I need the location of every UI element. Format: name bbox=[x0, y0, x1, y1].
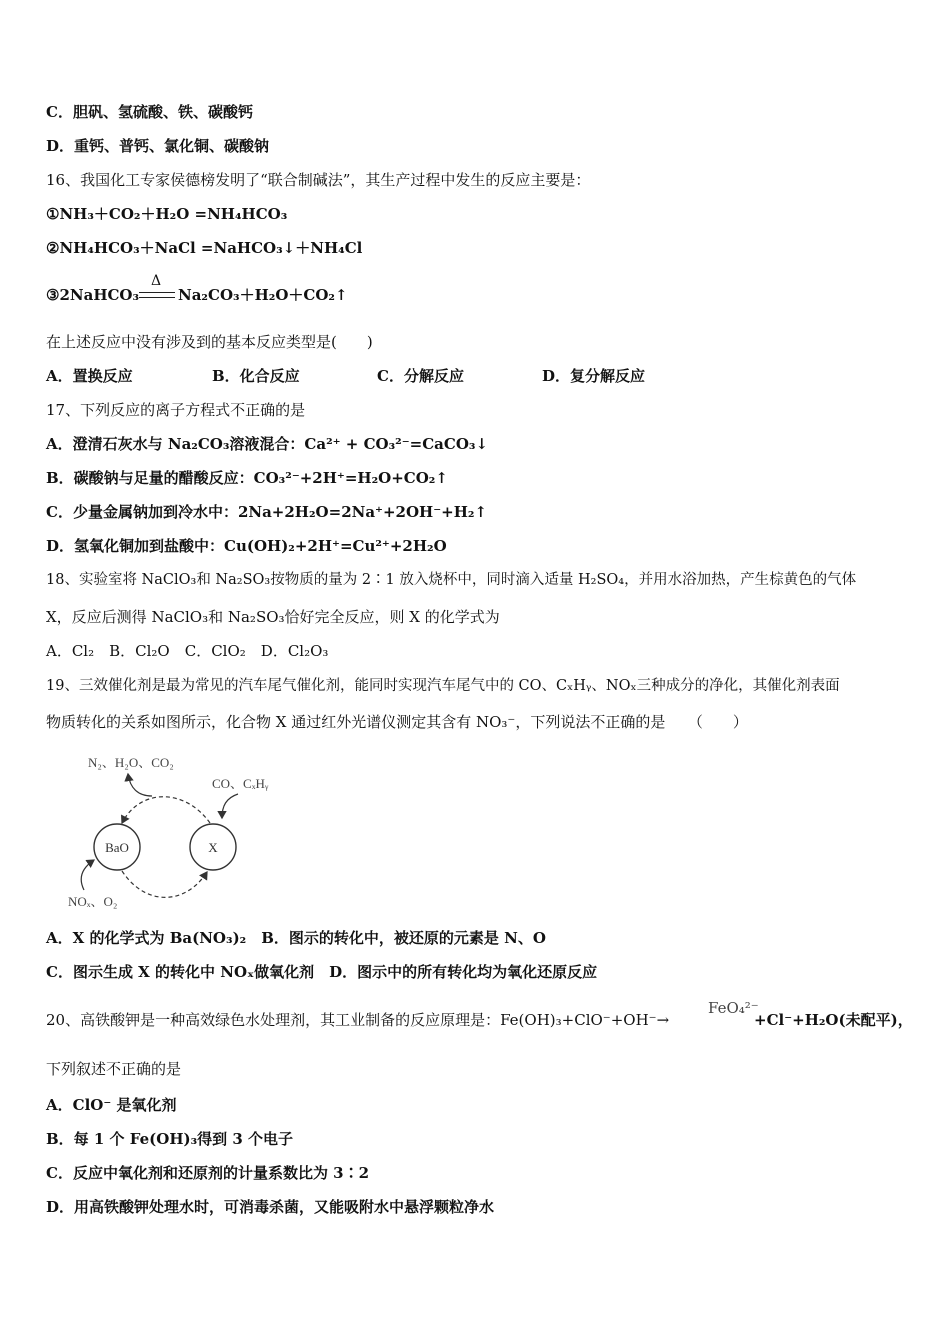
q17-option-d: D．氢氧化铜加到盐酸中：Cu(OH)₂+2H⁺=Cu²⁺+2H₂O bbox=[46, 537, 447, 555]
diagram-right-input: CO、CₓHᵧ bbox=[212, 776, 269, 791]
q19-options-ab: A．X 的化学式为 Ba(NO₃)₂ B．图示的转化中，被还原的元素是 N、O bbox=[46, 929, 546, 947]
double-line-sign bbox=[139, 292, 175, 298]
q16-option-a: A．置换反应 bbox=[46, 367, 133, 385]
q16-reaction-1: ①NH₃＋CO₂＋H₂O =NH₄HCO₃ bbox=[46, 205, 288, 223]
q17-stem: 17、下列反应的离子方程式不正确的是 bbox=[46, 401, 306, 419]
q16-stem: 16、我国化工专家侯德榜发明了“联合制碱法”，其生产过程中发生的反应主要是： bbox=[46, 171, 591, 189]
feo4-formula: FeO₄²⁻ bbox=[708, 999, 759, 1017]
q16-reaction-2: ②NH₄HCO₃＋NaCl =NaHCO₃↓＋NH₄Cl bbox=[46, 239, 363, 257]
q20-stem-left-text: 20、高铁酸钾是一种高效绿色水处理剂，其工业制备的反应原理是：Fe(OH)₃+ClO⁻+OH⁻→ bbox=[46, 1011, 670, 1029]
q15-option-d: D．重钙、普钙、氯化铜、碳酸钠 bbox=[46, 137, 270, 155]
q20-stem-line2: 下列叙述不正确的是 bbox=[46, 1060, 182, 1078]
q19-stem-line1: 19、三效催化剂是最为常见的汽车尾气催化剂，能同时实现汽车尾气中的 CO、CₓHᵧ、NOₓ三种成分的净化，其催化剂表面 bbox=[46, 678, 840, 694]
q17-option-a: A．澄清石灰水与 Na₂CO₃溶液混合：Ca²⁺ + CO₃²⁻=CaCO₃↓ bbox=[46, 435, 489, 453]
arrow-from-co bbox=[222, 794, 238, 818]
q16-reaction-3-left: ③2NaHCO₃ bbox=[46, 286, 140, 304]
q20-option-d: D．用高铁酸钾处理水时，可消毒杀菌，又能吸附水中悬浮颗粒净水 bbox=[46, 1198, 495, 1216]
q18-stem-line2: X，反应后测得 NaClO₃和 Na₂SO₃恰好完全反应，则 X 的化学式为 bbox=[46, 608, 500, 626]
arrow-to-products bbox=[128, 774, 152, 796]
diagram-right-circle-label: X bbox=[208, 840, 218, 855]
dashed-arrow-bottom bbox=[122, 871, 207, 897]
q20-stem-right: +Cl⁻+H₂O(未配平)， bbox=[754, 1011, 913, 1029]
q20-stem-left bbox=[46, 1010, 669, 1030]
arrow-from-nox bbox=[81, 860, 94, 890]
q16-option-c: C．分解反应 bbox=[377, 367, 464, 385]
q20-option-a: A．ClO⁻ 是氧化剂 bbox=[46, 1096, 177, 1114]
q17-option-c: C．少量金属钠加到冷水中：2Na+2H₂O=2Na⁺+2OH⁻+H₂↑ bbox=[46, 503, 488, 521]
q18-stem-line1: 18、实验室将 NaClO₃和 Na₂SO₃按物质的量为 2∶1 放入烧杯中，同时滴入适量 H₂SO₄，并用水浴加热，产生棕黄色的气体 bbox=[46, 572, 857, 588]
q16-question: 在上述反应中没有涉及到的基本反应类型是( ) bbox=[46, 333, 373, 351]
q19-options-cd: C．图示生成 X 的转化中 NOₓ做氧化剂 D．图示中的所有转化均为氧化还原反应 bbox=[46, 963, 598, 981]
q20-option-c: C．反应中氧化剂和还原剂的计量系数比为 3∶2 bbox=[46, 1164, 370, 1182]
delta-symbol: Δ bbox=[151, 273, 162, 289]
q18-options: A．Cl₂ B．Cl₂O C．ClO₂ D．Cl₂O₃ bbox=[46, 642, 329, 660]
q15-option-c: C．胆矾、氢硫酸、铁、碳酸钙 bbox=[46, 103, 253, 121]
diagram-top-products: N₂、H₂O、CO₂ bbox=[88, 755, 174, 770]
diagram-bottom-input: NOₓ、O₂ bbox=[68, 894, 118, 909]
q20-option-b: B．每 1 个 Fe(OH)₃得到 3 个电子 bbox=[46, 1130, 294, 1148]
catalyst-cycle-diagram bbox=[60, 748, 300, 918]
q17-option-b: B．碳酸钠与足量的醋酸反应：CO₃²⁻+2H⁺=H₂O+CO₂↑ bbox=[46, 469, 448, 487]
q16-reaction-3-right: Na₂CO₃＋H₂O＋CO₂↑ bbox=[178, 286, 348, 304]
q19-stem-line2: 物质转化的关系如图所示，化合物 X 通过红外光谱仪测定其含有 NO₃⁻，下列说法不正确的是 （ ） bbox=[46, 713, 748, 731]
dashed-arrow-top bbox=[122, 797, 210, 823]
q16-option-b: B．化合反应 bbox=[212, 367, 300, 385]
diagram-left-circle-label: BaO bbox=[105, 840, 129, 855]
q16-option-d: D．复分解反应 bbox=[542, 367, 646, 385]
